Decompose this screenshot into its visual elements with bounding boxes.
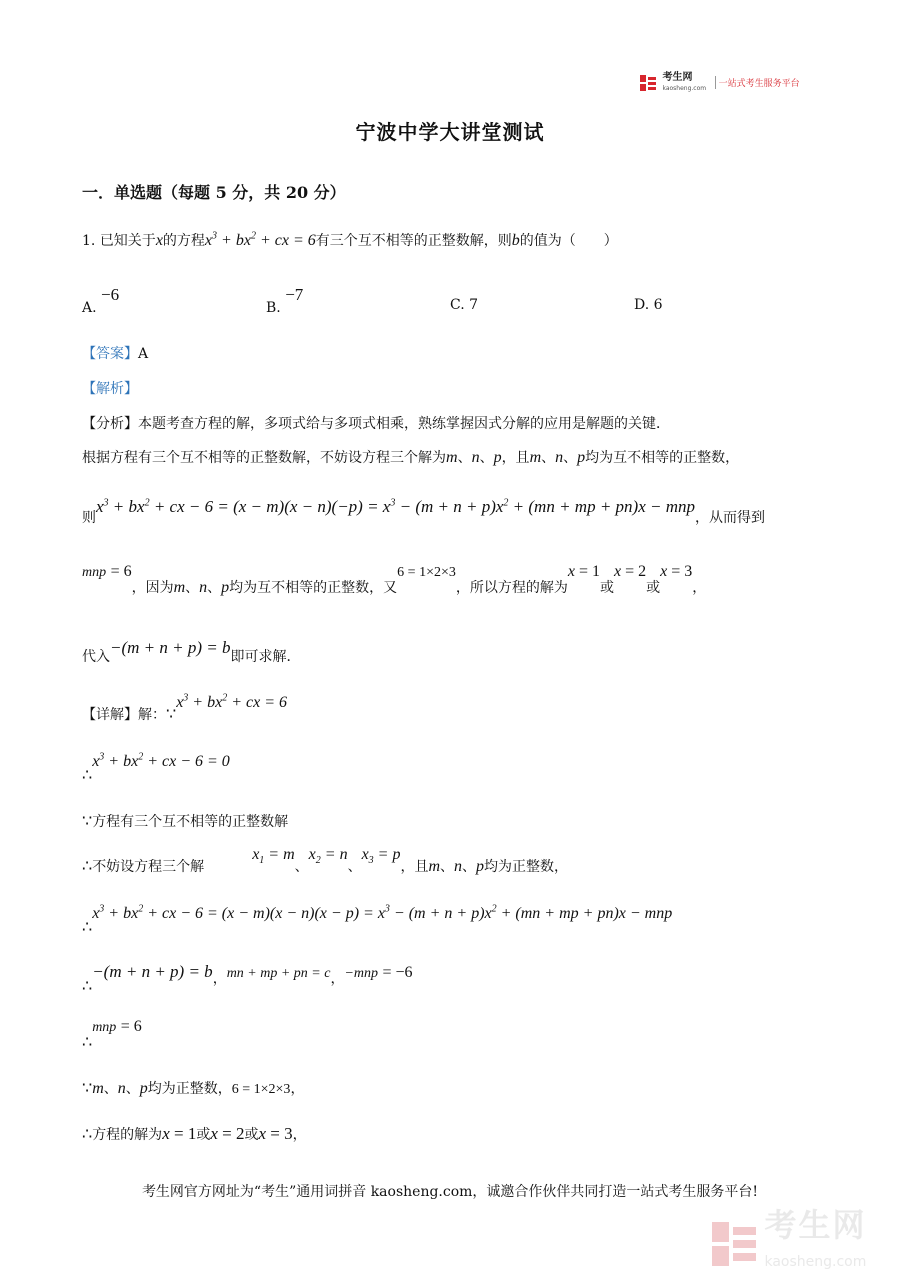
option-d[interactable]: D. 6: [634, 297, 663, 313]
watermark-sub: kaosheng.com: [764, 1254, 867, 1270]
question-stem: 1. 已知关于x的方程$x^3 + bx^2$ + cx = 6有三个互不相等的正整数解，则b的值为（ ）: [82, 230, 618, 249]
detail-line-8: ∵m、n、p均为正整数，6 = 1×2×3，: [82, 1078, 305, 1097]
kaosheng-logo-icon: [640, 75, 656, 91]
analysis-tag: 【解析】: [82, 381, 138, 397]
option-c[interactable]: C. 7: [450, 297, 479, 313]
analysis-p5: 代入−(m + n + p) = b即可求解．: [82, 638, 301, 665]
analysis-p1: 【分析】本题考查方程的解，多项式给与多项式相乘，熟练掌握因式分解的应用是解题的关键．: [82, 416, 670, 432]
header-logo: [640, 72, 800, 93]
option-b[interactable]: B. −7: [266, 285, 304, 316]
section-title: 一．单选题（每题 5 分，共 20 分）: [82, 183, 346, 202]
detail-line-4: ∴不妨设方程三个解$x_1 = m$、$x_2 = n$、$x_3 = p$，且m、n、p均为正整数，: [82, 846, 569, 875]
logo-sub: kaosheng.com: [662, 85, 707, 92]
detail-line-7: ∴mnp = 6: [82, 1018, 142, 1051]
detail-line-1: 【详解】解：$\because x^3 + bx^2$ + cx = 6: [82, 692, 287, 723]
footer-note: 考生网官方网址为“考生”通用词拼音 kaosheng.com，诚邀合作伙伴共同打造一站式考生服务平台!: [141, 1184, 759, 1200]
detail-line-9: ∴方程的解为x = 1或x = 2或x = 3，: [82, 1124, 307, 1143]
watermark-text: 考生网: [764, 1206, 867, 1244]
detail-line-5: $\therefore x^3 + bx^2$ + cx − $6 = (x - m)(x - n)(x - p) = x^3 - (m + n + p)x^2 + (mn$ + mp + pn)x − mnp: [82, 903, 673, 936]
option-a[interactable]: A. −6: [82, 285, 120, 316]
equation: $x^3 + bx^2$ + cx = 6: [204, 230, 316, 249]
logo-text: 考生网: [662, 72, 693, 83]
analysis-p3: 则$x^3 + bx^2$ + cx − $6 = (x - m)(x - n)(-p) = x^3 - (m + n + p)x^2 + (mn$ + mp + pn)x − mnp，从而得到: [82, 497, 766, 526]
watermark: [712, 1206, 867, 1277]
detail-line-6: ∴−(m + n + p) = b，mn + mp + pn = c，−mnp = −6: [82, 962, 413, 995]
analysis-p2: 根据方程有三个互不相等的正整数解，不妨设方程三个解为m、n、p，且m、n、p均为互不相等的正整数，: [82, 449, 740, 466]
analysis-p4: mnp = 6，因为m、n、p均为互不相等的正整数，又6 = 1×2×3，所以方程的解为x = 1或x = 2或x = 3，: [82, 563, 707, 596]
answer-line: 【答案】A: [82, 346, 149, 362]
detail-line-3: ∵方程有三个互不相等的正整数解: [82, 811, 289, 830]
watermark-logo-icon: [712, 1222, 756, 1266]
detail-line-2: $\therefore x^3 + bx^2$ + cx − 6 = 0: [82, 751, 230, 784]
page-title: 宁波中学大讲堂测试: [355, 120, 545, 144]
header-slogan: 一站式考生服务平台: [715, 76, 800, 89]
